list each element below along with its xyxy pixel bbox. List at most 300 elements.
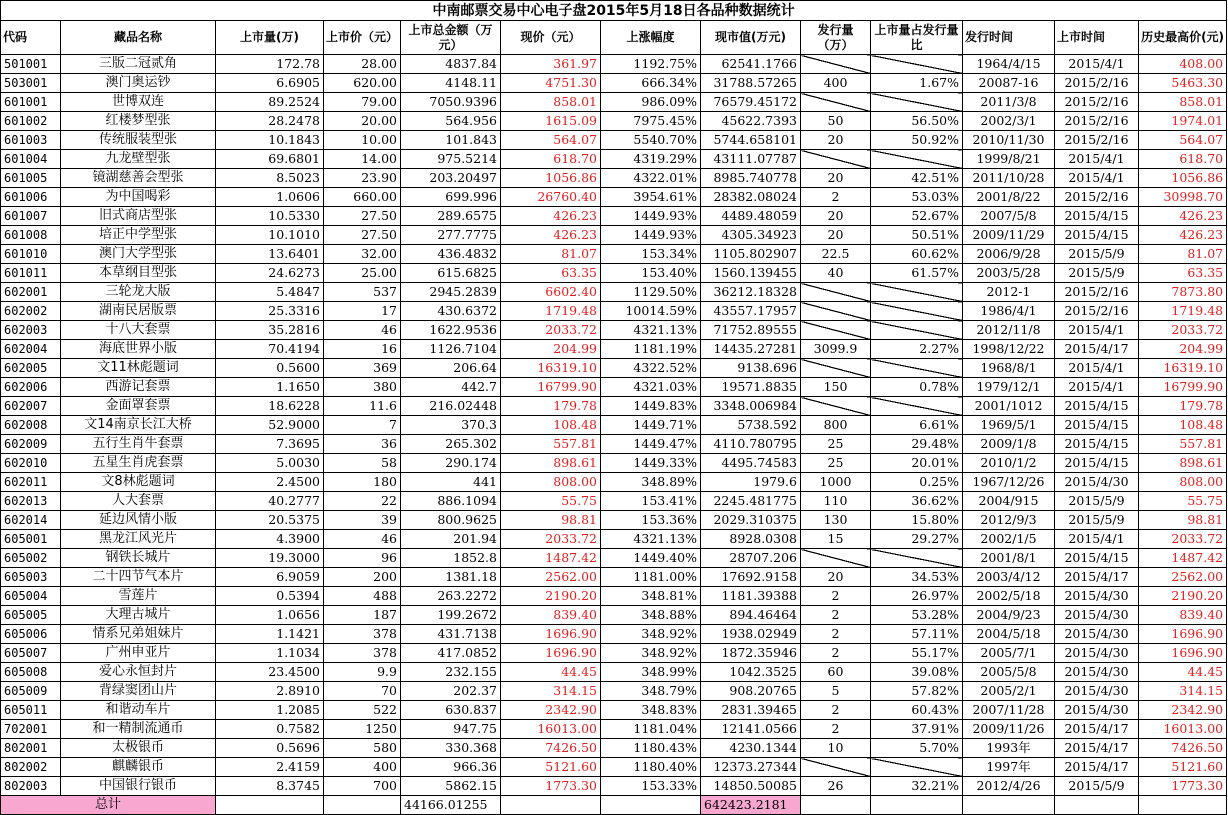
table-row <box>1 188 1227 207</box>
cell-listed-qty: 0.5696 <box>216 739 324 758</box>
total-empty-cell <box>324 796 401 815</box>
cell-ratio: 5.70% <box>871 739 963 758</box>
cell-name: 海底世界小版 <box>61 340 216 359</box>
cell-rise: 3954.61% <box>601 188 701 207</box>
table-row <box>1 340 1227 359</box>
cell-issue-date: 2005/5/8 <box>963 663 1055 682</box>
cell-rise: 1449.40% <box>601 549 701 568</box>
cell-list-date: 2015/4/15 <box>1055 207 1139 226</box>
cell-issue-qty <box>801 758 871 777</box>
cell-current-price: 5121.60 <box>501 758 601 777</box>
cell-code: 602005 <box>1 359 61 378</box>
cell-list-date: 2015/4/30 <box>1055 701 1139 720</box>
cell-code: 802001 <box>1 739 61 758</box>
cell-issue-date: 2012/9/3 <box>963 511 1055 530</box>
cell-high: 1696.90 <box>1139 625 1227 644</box>
cell-issue-qty: 400 <box>801 74 871 93</box>
cell-ratio: 53.03% <box>871 188 963 207</box>
total-empty-cell <box>963 796 1055 815</box>
cell-current-price: 426.23 <box>501 207 601 226</box>
cell-code: 602014 <box>1 511 61 530</box>
cell-current-price: 2190.20 <box>501 587 601 606</box>
cell-name: 五行生肖牛套票 <box>61 435 216 454</box>
cell-listed-qty: 35.2816 <box>216 321 324 340</box>
cell-high: 564.07 <box>1139 131 1227 150</box>
cell-issue-qty: 2 <box>801 188 871 207</box>
cell-current-price: 557.81 <box>501 435 601 454</box>
cell-ratio: 57.82% <box>871 682 963 701</box>
cell-list-price: 28.00 <box>324 55 401 74</box>
table-row <box>1 283 1227 302</box>
cell-current-price: 108.48 <box>501 416 601 435</box>
cell-issue-qty: 2 <box>801 644 871 663</box>
cell-high: 30998.70 <box>1139 188 1227 207</box>
cell-current-price: 16319.10 <box>501 359 601 378</box>
cell-market-value: 894.46464 <box>701 606 801 625</box>
cell-issue-date: 1969/5/1 <box>963 416 1055 435</box>
cell-listed-qty: 5.0030 <box>216 454 324 473</box>
cell-list-price: 180 <box>324 473 401 492</box>
cell-total-amount: 4148.11 <box>401 74 501 93</box>
cell-ratio <box>871 283 963 302</box>
cell-ratio: 34.53% <box>871 568 963 587</box>
cell-rise: 153.40% <box>601 264 701 283</box>
cell-market-value: 19571.8835 <box>701 378 801 397</box>
cell-high: 1056.86 <box>1139 169 1227 188</box>
cell-market-value: 28707.206 <box>701 549 801 568</box>
cell-listed-qty: 1.0656 <box>216 606 324 625</box>
cell-market-value: 14850.50085 <box>701 777 801 796</box>
cell-list-date: 2015/4/17 <box>1055 568 1139 587</box>
cell-listed-qty: 40.2777 <box>216 492 324 511</box>
cell-market-value: 2029.310375 <box>701 511 801 530</box>
header-issue-qty: 发行量（万） <box>801 21 871 55</box>
cell-listed-qty: 10.5330 <box>216 207 324 226</box>
cell-ratio: 20.01% <box>871 454 963 473</box>
cell-issue-date: 2007/11/28 <box>963 701 1055 720</box>
cell-high: 204.99 <box>1139 340 1227 359</box>
cell-market-value: 45622.7393 <box>701 112 801 131</box>
cell-total-amount: 1126.7104 <box>401 340 501 359</box>
cell-list-date: 2015/5/9 <box>1055 511 1139 530</box>
cell-high: 426.23 <box>1139 207 1227 226</box>
cell-total-amount: 203.20497 <box>401 169 501 188</box>
cell-list-price: 660.00 <box>324 188 401 207</box>
cell-code: 602013 <box>1 492 61 511</box>
cell-market-value: 1105.802907 <box>701 245 801 264</box>
cell-name: 红楼梦型张 <box>61 112 216 131</box>
cell-listed-qty: 52.9000 <box>216 416 324 435</box>
cell-issue-qty: 60 <box>801 663 871 682</box>
cell-name: 三版二冠贰角 <box>61 55 216 74</box>
table-row <box>1 150 1227 169</box>
total-empty-cell <box>501 796 601 815</box>
cell-code: 601005 <box>1 169 61 188</box>
table-row <box>1 416 1227 435</box>
cell-listed-qty: 172.78 <box>216 55 324 74</box>
cell-issue-date: 2004/9/23 <box>963 606 1055 625</box>
total-empty-cell <box>871 796 963 815</box>
cell-list-date: 2015/4/30 <box>1055 682 1139 701</box>
cell-list-date: 2015/4/15 <box>1055 416 1139 435</box>
cell-current-price: 98.81 <box>501 511 601 530</box>
cell-rise: 1449.47% <box>601 435 701 454</box>
cell-list-price: 14.00 <box>324 150 401 169</box>
cell-list-date: 2015/4/17 <box>1055 739 1139 758</box>
cell-current-price: 44.45 <box>501 663 601 682</box>
cell-list-price: 27.50 <box>324 226 401 245</box>
cell-list-date: 2015/4/1 <box>1055 378 1139 397</box>
cell-code: 602006 <box>1 378 61 397</box>
cell-listed-qty: 20.5375 <box>216 511 324 530</box>
cell-issue-qty: 150 <box>801 378 871 397</box>
table-row <box>1 606 1227 625</box>
cell-market-value: 1181.39388 <box>701 587 801 606</box>
cell-market-value: 14435.27281 <box>701 340 801 359</box>
cell-list-price: 400 <box>324 758 401 777</box>
cell-current-price: 204.99 <box>501 340 601 359</box>
cell-ratio: 0.25% <box>871 473 963 492</box>
cell-list-date: 2015/4/30 <box>1055 644 1139 663</box>
cell-current-price: 426.23 <box>501 226 601 245</box>
cell-list-date: 2015/2/16 <box>1055 93 1139 112</box>
cell-market-value: 4110.780795 <box>701 435 801 454</box>
cell-high: 314.15 <box>1139 682 1227 701</box>
cell-ratio: 1.67% <box>871 74 963 93</box>
cell-listed-qty: 6.6905 <box>216 74 324 93</box>
cell-current-price: 361.97 <box>501 55 601 74</box>
cell-high: 2562.00 <box>1139 568 1227 587</box>
cell-total-amount: 966.36 <box>401 758 501 777</box>
cell-list-date: 2015/2/16 <box>1055 188 1139 207</box>
cell-name: 太极银币 <box>61 739 216 758</box>
cell-name: 文8林彪题词 <box>61 473 216 492</box>
cell-high: 7426.50 <box>1139 739 1227 758</box>
cell-current-price: 16013.00 <box>501 720 601 739</box>
cell-ratio: 50.51% <box>871 226 963 245</box>
cell-list-date: 2015/4/30 <box>1055 625 1139 644</box>
cell-name: 为中国喝彩 <box>61 188 216 207</box>
cell-code: 602003 <box>1 321 61 340</box>
cell-high: 426.23 <box>1139 226 1227 245</box>
cell-issue-qty: 3099.9 <box>801 340 871 359</box>
cell-current-price: 6602.40 <box>501 283 601 302</box>
cell-rise: 1129.50% <box>601 283 701 302</box>
cell-listed-qty: 1.1034 <box>216 644 324 663</box>
cell-high: 16319.10 <box>1139 359 1227 378</box>
cell-code: 601010 <box>1 245 61 264</box>
cell-list-date: 2015/2/16 <box>1055 112 1139 131</box>
cell-current-price: 63.35 <box>501 264 601 283</box>
cell-current-price: 314.15 <box>501 682 601 701</box>
cell-list-date: 2015/5/9 <box>1055 777 1139 796</box>
cell-issue-qty <box>801 55 871 74</box>
cell-code: 602004 <box>1 340 61 359</box>
cell-rise: 4322.01% <box>601 169 701 188</box>
cell-total-amount: 290.174 <box>401 454 501 473</box>
cell-name: 麒麟银币 <box>61 758 216 777</box>
cell-market-value: 1938.02949 <box>701 625 801 644</box>
cell-list-date: 2015/4/15 <box>1055 549 1139 568</box>
cell-list-price: 10.00 <box>324 131 401 150</box>
cell-listed-qty: 0.5600 <box>216 359 324 378</box>
table-row <box>1 549 1227 568</box>
cell-code: 802002 <box>1 758 61 777</box>
table-row <box>1 93 1227 112</box>
cell-total-amount: 630.837 <box>401 701 501 720</box>
cell-issue-date: 2011/3/8 <box>963 93 1055 112</box>
cell-list-date: 2015/4/1 <box>1055 169 1139 188</box>
cell-issue-qty: 26 <box>801 777 871 796</box>
total-empty-cell <box>1139 796 1227 815</box>
cell-ratio: 60.62% <box>871 245 963 264</box>
cell-code: 605004 <box>1 587 61 606</box>
cell-high: 2342.90 <box>1139 701 1227 720</box>
cell-market-value: 17692.9158 <box>701 568 801 587</box>
cell-list-price: 580 <box>324 739 401 758</box>
cell-total-amount: 202.37 <box>401 682 501 701</box>
cell-issue-date: 1967/12/26 <box>963 473 1055 492</box>
cell-issue-qty: 20 <box>801 131 871 150</box>
cell-code: 601001 <box>1 93 61 112</box>
cell-code: 605005 <box>1 606 61 625</box>
cell-ratio <box>871 321 963 340</box>
cell-code: 602009 <box>1 435 61 454</box>
table-row <box>1 720 1227 739</box>
cell-list-price: 9.9 <box>324 663 401 682</box>
cell-market-value: 76579.45172 <box>701 93 801 112</box>
cell-list-price: 27.50 <box>324 207 401 226</box>
cell-listed-qty: 4.3900 <box>216 530 324 549</box>
table-row <box>1 530 1227 549</box>
cell-current-price: 1056.86 <box>501 169 601 188</box>
cell-listed-qty: 5.4847 <box>216 283 324 302</box>
cell-total-amount: 564.956 <box>401 112 501 131</box>
cell-list-date: 2015/4/15 <box>1055 454 1139 473</box>
cell-rise: 1181.04% <box>601 720 701 739</box>
cell-issue-qty: 40 <box>801 264 871 283</box>
cell-high: 1974.01 <box>1139 112 1227 131</box>
cell-current-price: 898.61 <box>501 454 601 473</box>
cell-ratio: 53.28% <box>871 606 963 625</box>
cell-total-amount: 263.2272 <box>401 587 501 606</box>
table-title: 中南邮票交易中心电子盘2015年5月18日各品种数据统计 <box>1 1 1227 21</box>
cell-list-price: 16 <box>324 340 401 359</box>
cell-issue-date: 2012/4/26 <box>963 777 1055 796</box>
cell-total-amount: 431.7138 <box>401 625 501 644</box>
cell-issue-date: 2005/2/1 <box>963 682 1055 701</box>
cell-name: 文11林彪题词 <box>61 359 216 378</box>
cell-rise: 1180.43% <box>601 739 701 758</box>
cell-issue-qty <box>801 321 871 340</box>
cell-rise: 153.33% <box>601 777 701 796</box>
cell-issue-qty <box>801 397 871 416</box>
cell-code: 602001 <box>1 283 61 302</box>
cell-issue-date: 1979/12/1 <box>963 378 1055 397</box>
cell-issue-qty: 110 <box>801 492 871 511</box>
cell-high: 2190.20 <box>1139 587 1227 606</box>
cell-market-value: 71752.89555 <box>701 321 801 340</box>
cell-ratio: 55.17% <box>871 644 963 663</box>
cell-list-price: 36 <box>324 435 401 454</box>
cell-high: 1487.42 <box>1139 549 1227 568</box>
cell-listed-qty: 10.1843 <box>216 131 324 150</box>
cell-high: 2033.72 <box>1139 321 1227 340</box>
cell-high: 2033.72 <box>1139 530 1227 549</box>
cell-high: 898.61 <box>1139 454 1227 473</box>
cell-current-price: 2562.00 <box>501 568 601 587</box>
cell-total-amount: 330.368 <box>401 739 501 758</box>
cell-list-price: 700 <box>324 777 401 796</box>
cell-total-amount: 417.0852 <box>401 644 501 663</box>
header-current-price: 现价（元） <box>501 21 601 55</box>
cell-rise: 1181.00% <box>601 568 701 587</box>
cell-list-date: 2015/4/17 <box>1055 758 1139 777</box>
cell-list-date: 2015/5/9 <box>1055 264 1139 283</box>
table-row <box>1 568 1227 587</box>
cell-total-amount: 5862.15 <box>401 777 501 796</box>
cell-total-amount: 430.6372 <box>401 302 501 321</box>
cell-issue-qty: 22.5 <box>801 245 871 264</box>
cell-market-value: 12373.27344 <box>701 758 801 777</box>
cell-listed-qty: 8.3745 <box>216 777 324 796</box>
cell-list-date: 2015/4/17 <box>1055 720 1139 739</box>
cell-ratio <box>871 359 963 378</box>
cell-listed-qty: 13.6401 <box>216 245 324 264</box>
cell-ratio: 36.62% <box>871 492 963 511</box>
cell-name: 世博双连 <box>61 93 216 112</box>
cell-code: 605006 <box>1 625 61 644</box>
cell-current-price: 55.75 <box>501 492 601 511</box>
cell-code: 601007 <box>1 207 61 226</box>
cell-rise: 1181.19% <box>601 340 701 359</box>
cell-total-amount: 1622.9536 <box>401 321 501 340</box>
table-body <box>1 55 1227 796</box>
cell-issue-date: 2003/5/28 <box>963 264 1055 283</box>
cell-market-value: 1872.35946 <box>701 644 801 663</box>
cell-listed-qty: 8.5023 <box>216 169 324 188</box>
cell-issue-date: 1986/4/1 <box>963 302 1055 321</box>
cell-list-date: 2015/2/16 <box>1055 131 1139 150</box>
cell-code: 501001 <box>1 55 61 74</box>
header-list-date: 上市时间 <box>1055 21 1139 55</box>
cell-issue-qty: 130 <box>801 511 871 530</box>
table-row <box>1 207 1227 226</box>
cell-market-value: 1560.139455 <box>701 264 801 283</box>
cell-ratio <box>871 55 963 74</box>
cell-list-date: 2015/2/16 <box>1055 302 1139 321</box>
cell-list-price: 22 <box>324 492 401 511</box>
cell-code: 601003 <box>1 131 61 150</box>
cell-total-amount: 289.6575 <box>401 207 501 226</box>
cell-rise: 666.34% <box>601 74 701 93</box>
cell-rise: 1449.93% <box>601 226 701 245</box>
cell-rise: 4322.52% <box>601 359 701 378</box>
cell-code: 605008 <box>1 663 61 682</box>
table-row <box>1 226 1227 245</box>
cell-high: 408.00 <box>1139 55 1227 74</box>
cell-issue-qty <box>801 302 871 321</box>
cell-high: 839.40 <box>1139 606 1227 625</box>
cell-issue-date: 2009/11/26 <box>963 720 1055 739</box>
cell-code: 605007 <box>1 644 61 663</box>
cell-name: 和一精制流通币 <box>61 720 216 739</box>
table-row <box>1 492 1227 511</box>
cell-list-price: 378 <box>324 625 401 644</box>
cell-ratio: 60.43% <box>871 701 963 720</box>
cell-code: 602010 <box>1 454 61 473</box>
cell-total-amount: 615.6825 <box>401 264 501 283</box>
cell-current-price: 1615.09 <box>501 112 601 131</box>
cell-name: 雪莲片 <box>61 587 216 606</box>
cell-list-price: 32.00 <box>324 245 401 264</box>
cell-list-price: 96 <box>324 549 401 568</box>
cell-list-price: 522 <box>324 701 401 720</box>
cell-total-amount: 101.843 <box>401 131 501 150</box>
cell-name: 本草纲目型张 <box>61 264 216 283</box>
cell-issue-date: 2011/10/28 <box>963 169 1055 188</box>
cell-current-price: 26760.40 <box>501 188 601 207</box>
cell-list-price: 369 <box>324 359 401 378</box>
cell-issue-qty <box>801 150 871 169</box>
cell-market-value: 31788.57265 <box>701 74 801 93</box>
cell-code: 605011 <box>1 701 61 720</box>
cell-high: 179.78 <box>1139 397 1227 416</box>
cell-list-price: 46 <box>324 530 401 549</box>
cell-total-amount: 441 <box>401 473 501 492</box>
cell-issue-date: 2006/9/28 <box>963 245 1055 264</box>
cell-rise: 4321.13% <box>601 321 701 340</box>
cell-list-price: 39 <box>324 511 401 530</box>
cell-issue-qty: 2 <box>801 606 871 625</box>
cell-ratio: 56.50% <box>871 112 963 131</box>
cell-total-amount: 370.3 <box>401 416 501 435</box>
cell-list-price: 23.90 <box>324 169 401 188</box>
cell-issue-qty: 25 <box>801 454 871 473</box>
cell-rise: 1449.83% <box>601 397 701 416</box>
cell-list-price: 17 <box>324 302 401 321</box>
cell-ratio: 2.27% <box>871 340 963 359</box>
cell-name: 澳门大学型张 <box>61 245 216 264</box>
cell-ratio: 29.27% <box>871 530 963 549</box>
cell-name: 传统服装型张 <box>61 131 216 150</box>
cell-market-value: 4495.74583 <box>701 454 801 473</box>
cell-total-amount: 442.7 <box>401 378 501 397</box>
total-empty-cell <box>801 796 871 815</box>
cell-rise: 7975.45% <box>601 112 701 131</box>
cell-market-value: 4305.34923 <box>701 226 801 245</box>
cell-market-value: 5738.592 <box>701 416 801 435</box>
total-empty-cell <box>216 796 324 815</box>
cell-ratio: 39.08% <box>871 663 963 682</box>
header-row <box>1 21 1227 55</box>
cell-market-value: 908.20765 <box>701 682 801 701</box>
cell-rise: 986.09% <box>601 93 701 112</box>
cell-rise: 1180.40% <box>601 758 701 777</box>
cell-high: 1719.48 <box>1139 302 1227 321</box>
cell-issue-date: 1997年 <box>963 758 1055 777</box>
cell-total-amount: 232.155 <box>401 663 501 682</box>
cell-issue-date: 1964/4/15 <box>963 55 1055 74</box>
cell-high: 16799.90 <box>1139 378 1227 397</box>
cell-listed-qty: 1.1421 <box>216 625 324 644</box>
cell-market-value: 5744.658101 <box>701 131 801 150</box>
cell-ratio: 32.21% <box>871 777 963 796</box>
table-row <box>1 359 1227 378</box>
cell-name: 和谐动车片 <box>61 701 216 720</box>
cell-total-amount: 699.996 <box>401 188 501 207</box>
cell-current-price: 7426.50 <box>501 739 601 758</box>
